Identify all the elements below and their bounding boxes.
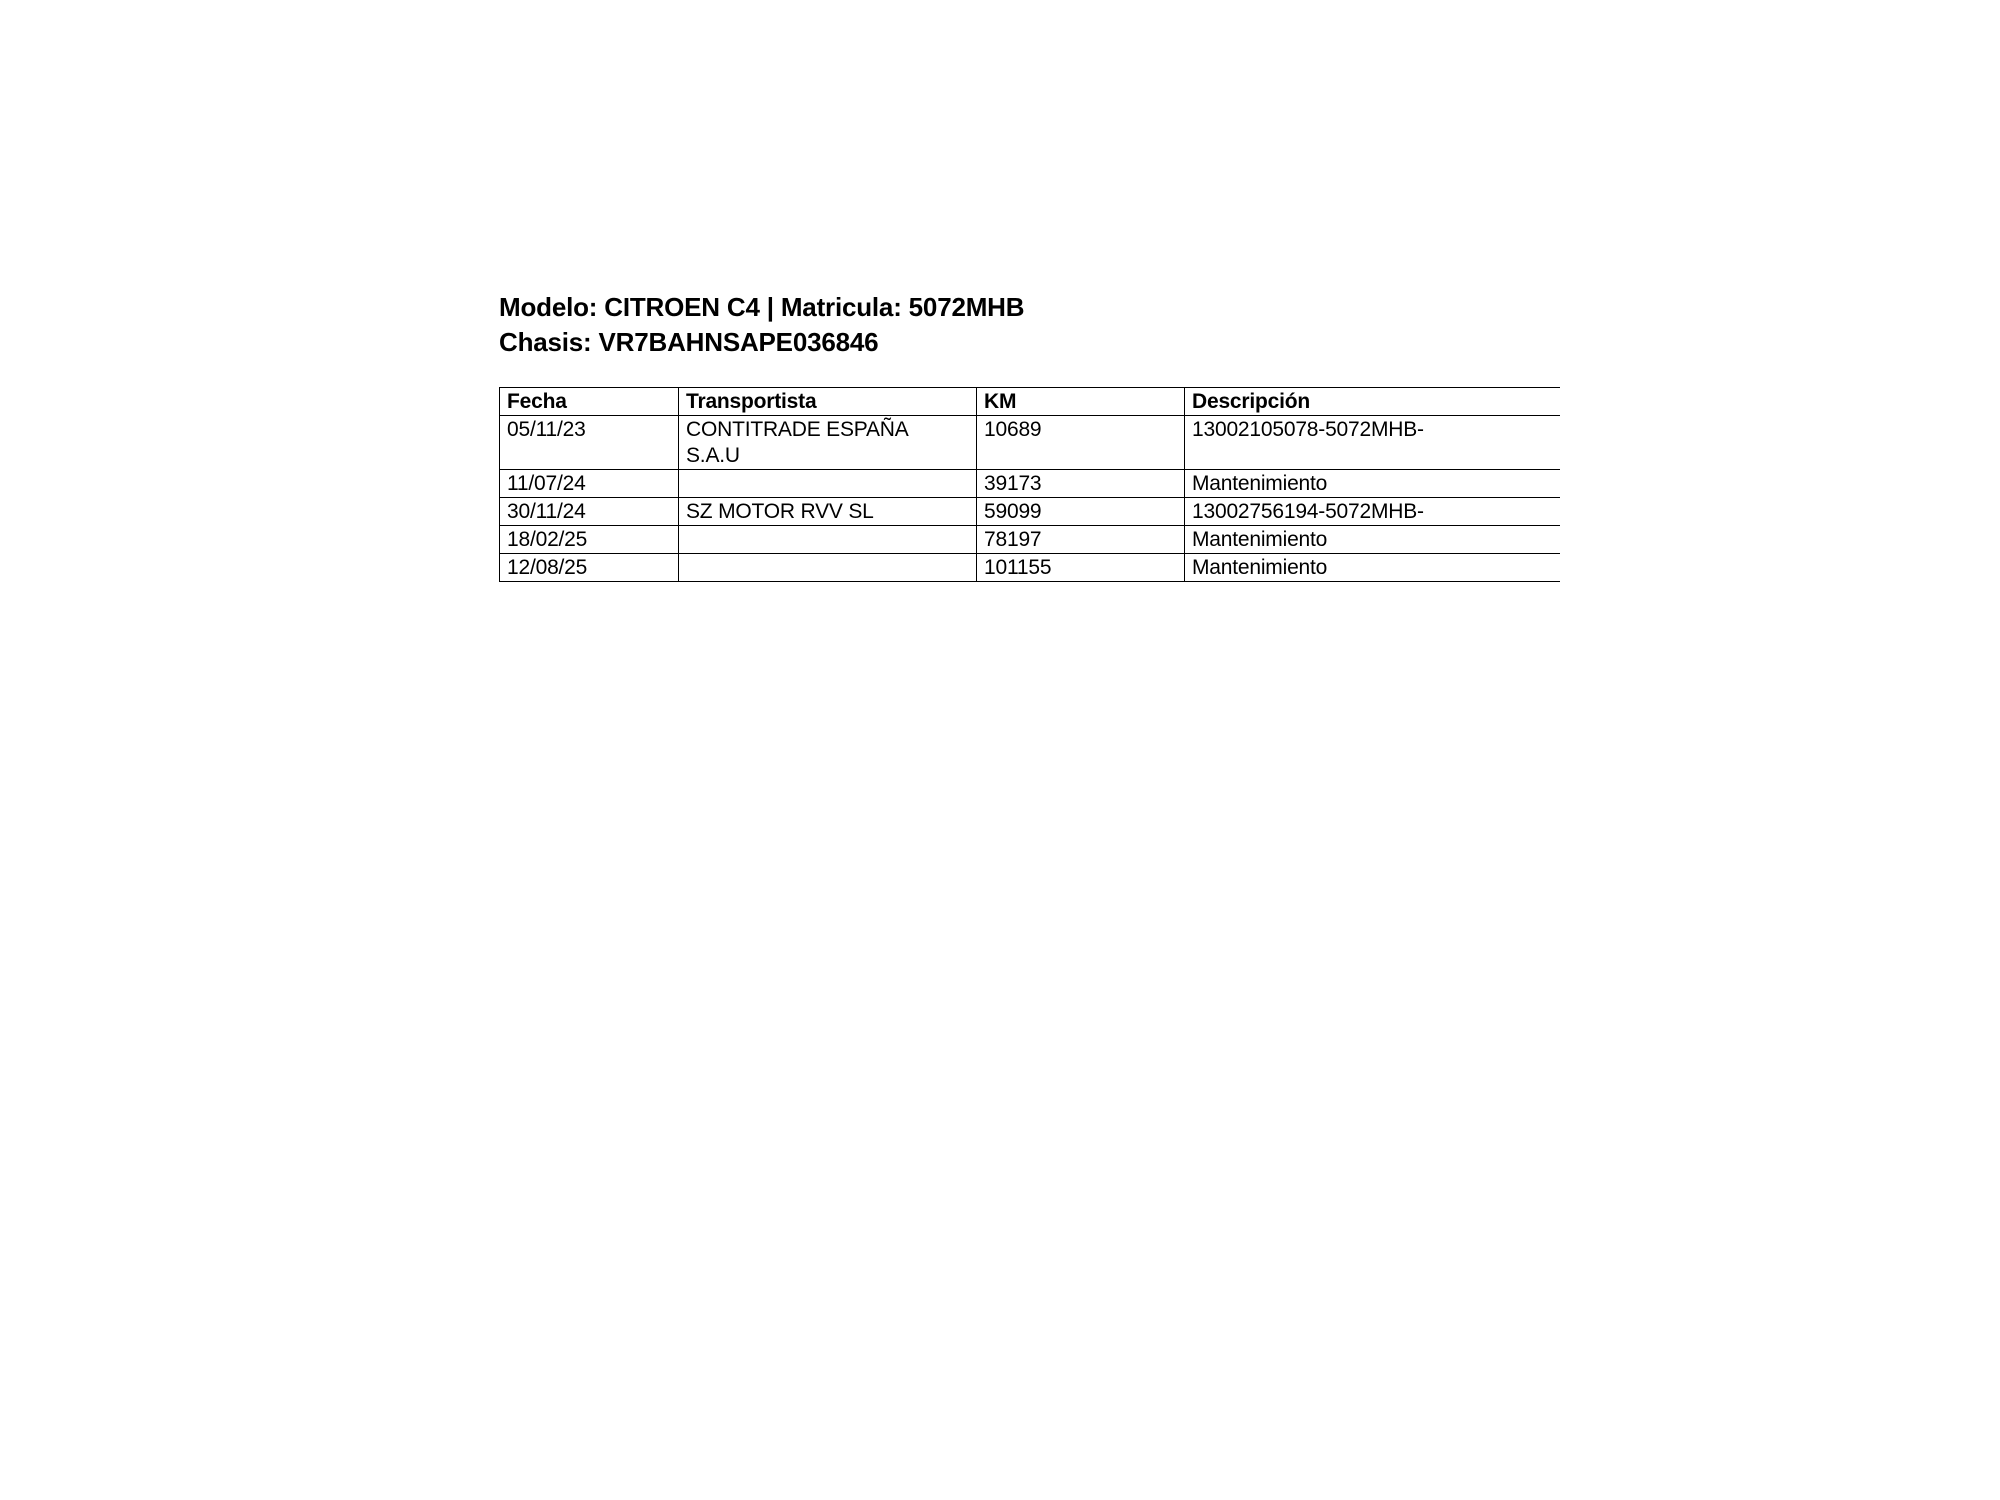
table-row [500, 416, 1560, 470]
cell-km: 10689 [977, 416, 1185, 470]
cell-km: 78197 [977, 526, 1185, 554]
cell-fecha: 12/08/25 [500, 554, 679, 582]
cell-descripcion: Mantenimiento [1185, 470, 1560, 498]
cell-descripcion: 13002756194-5072MHB- [1185, 498, 1560, 526]
chassis-title: Chasis: VR7BAHNSAPE036846 [499, 327, 879, 357]
service-history-table [499, 387, 1560, 582]
column-header-km: KM [977, 388, 1185, 416]
column-header-fecha: Fecha [500, 388, 679, 416]
cell-descripcion: Mantenimiento [1185, 554, 1560, 582]
cell-transportista [679, 470, 977, 498]
column-header-descripcion: Descripción [1185, 388, 1560, 416]
table-row [500, 498, 1560, 526]
cell-fecha: 11/07/24 [500, 470, 679, 498]
cell-km: 101155 [977, 554, 1185, 582]
cell-transportista [679, 554, 977, 582]
cell-transportista: CONTITRADE ESPAÑA S.A.U [679, 416, 977, 470]
table-header-row [500, 388, 1560, 416]
column-header-transportista: Transportista [679, 388, 977, 416]
cell-fecha: 30/11/24 [500, 498, 679, 526]
cell-transportista [679, 526, 977, 554]
cell-transportista: SZ MOTOR RVV SL [679, 498, 977, 526]
cell-descripcion: 13002105078-5072MHB- [1185, 416, 1560, 470]
table-row [500, 554, 1560, 582]
document-header [499, 290, 1024, 360]
cell-km: 59099 [977, 498, 1185, 526]
model-plate-title: Modelo: CITROEN C4 | Matricula: 5072MHB [499, 292, 1025, 322]
table-row [500, 526, 1560, 554]
cell-fecha: 05/11/23 [500, 416, 679, 470]
cell-km: 39173 [977, 470, 1185, 498]
cell-fecha: 18/02/25 [500, 526, 679, 554]
table-row [500, 470, 1560, 498]
cell-descripcion: Mantenimiento [1185, 526, 1560, 554]
